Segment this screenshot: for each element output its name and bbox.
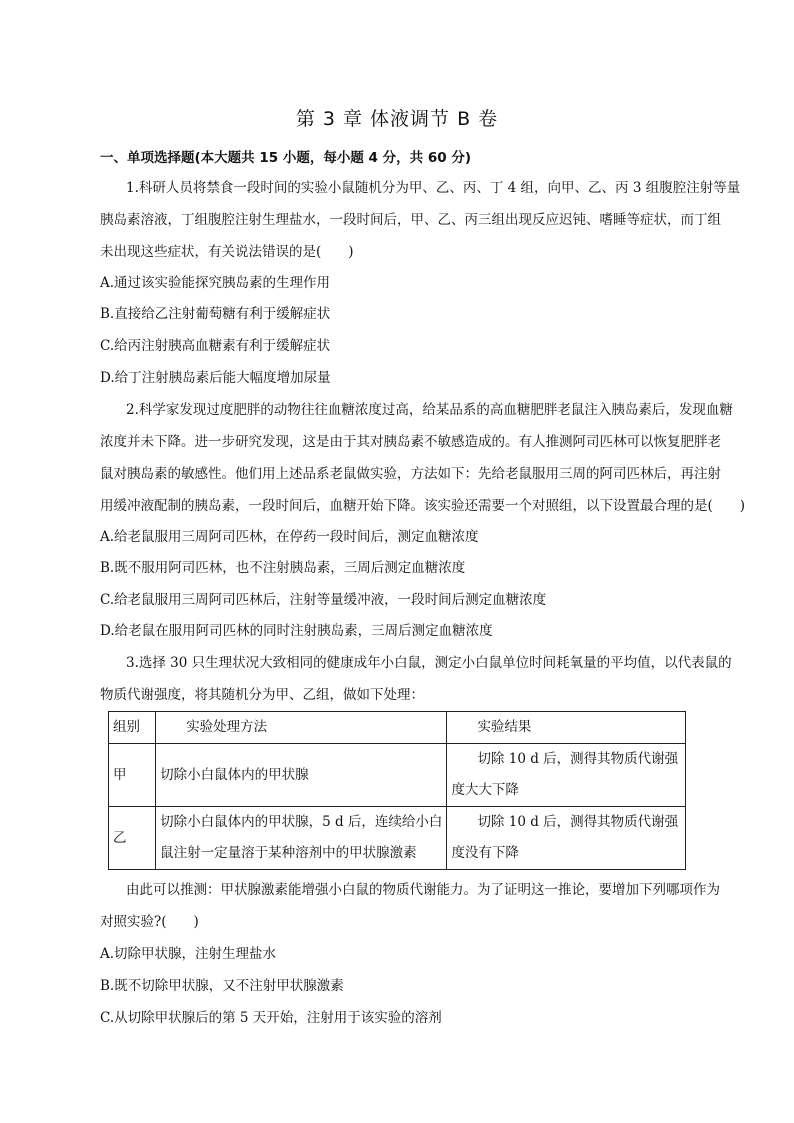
q3-line-1: 3.选择 30 只生理状况大致相同的健康成年小白鼠，测定小白鼠单位时间耗氧量的平均值，以代表鼠的 [126, 655, 732, 671]
q1-option-c: C.给丙注射胰高血糖素有利于缓解症状 [100, 338, 331, 354]
table-header-row [109, 712, 686, 744]
q2-option-a: A.给老鼠服用三周阿司匹林，在停药一段时间后，测定血糖浓度 [100, 529, 479, 545]
chapter-title: 第 3 章 体液调节 B 卷 [295, 108, 499, 130]
table-cell-method: 切除小白鼠体内的甲状腺 [156, 744, 447, 807]
q3-after-line-1: 由此可以推测：甲状腺激素能增强小白鼠的物质代谢能力。为了证明这一推论，要增加下列哪项作为 [126, 882, 720, 898]
q1-option-b: B.直接给乙注射葡萄糖有利于缓解症状 [100, 306, 331, 322]
table-cell-result: 切除 10 d 后，测得其物质代谢强 度大大下降 [447, 744, 686, 807]
q3-after-line-2: 对照实验?( ) [100, 914, 199, 930]
q3-option-b: B.既不切除甲状腺，又不注射甲状腺激素 [100, 978, 344, 994]
table-cell-group: 乙 [109, 807, 156, 870]
q2-option-b: B.既不服用阿司匹林，也不注射胰岛素，三周后测定血糖浓度 [100, 560, 466, 576]
q2-line-2: 浓度并未下降。进一步研究发现，这是由于其对胰岛素不敏感造成的。有人推测阿司匹林可以恢复肥胖老 [100, 434, 721, 450]
table-row [109, 744, 686, 807]
table-cell-method: 切除小白鼠体内的甲状腺，5 d 后，连续给小白 鼠注射一定量溶于某种溶剂中的甲状腺激素 [156, 807, 447, 870]
section-heading: 一、单项选择题(本大题共 15 小题，每小题 4 分，共 60 分) [100, 150, 472, 166]
q3-line-2: 物质代谢强度，将其随机分为甲、乙组，做如下处理： [100, 687, 424, 703]
q1-option-a: A.通过该实验能探究胰岛素的生理作用 [100, 275, 331, 291]
q2-option-c: C.给老鼠服用三周阿司匹林后，注射等量缓冲液，一段时间后测定血糖浓度 [100, 592, 547, 608]
q2-line-3: 鼠对胰岛素的敏感性。他们用上述品系老鼠做实验，方法如下：先给老鼠服用三周的阿司匹林后，再注射 [100, 466, 721, 482]
q2-option-d: D.给老鼠在服用阿司匹林的同时注射胰岛素，三周后测定血糖浓度 [100, 623, 493, 639]
q1-line-2: 胰岛素溶液，丁组腹腔注射生理盐水，一段时间后，甲、乙、丙三组出现反应迟钝、嗜睡等症状，而丁组 [100, 212, 721, 228]
table-header-cell: 组别 [109, 712, 156, 744]
table-cell-result: 切除 10 d 后，测得其物质代谢强 度没有下降 [447, 807, 686, 870]
table-cell-group: 甲 [109, 744, 156, 807]
q3-option-a: A.切除甲状腺，注射生理盐水 [100, 946, 277, 962]
table-row [109, 807, 686, 870]
q2-line-4: 用缓冲液配制的胰岛素，一段时间后，血糖开始下降。该实验还需要一个对照组，以下设置最合理的是( ) [100, 498, 746, 514]
q1-line-3: 未出现这些症状，有关说法错误的是( ) [100, 244, 354, 260]
table-header-cell: 实验处理方法 [156, 712, 447, 744]
experiment-table [108, 711, 686, 870]
q3-option-c: C.从切除甲状腺后的第 5 天开始，注射用于该实验的溶剂 [100, 1010, 442, 1026]
table-header-cell: 实验结果 [447, 712, 686, 744]
q1-option-d: D.给丁注射胰岛素后能大幅度增加尿量 [100, 370, 331, 386]
q2-line-1: 2.科学家发现过度肥胖的动物往往血糖浓度过高，给某品系的高血糖肥胖老鼠注入胰岛素后，发现血糖 [126, 402, 733, 418]
q1-line-1: 1.科研人员将禁食一段时间的实验小鼠随机分为甲、乙、丙、丁 4 组，向甲、乙、丙 3 组腹腔注射等量 [126, 180, 741, 196]
